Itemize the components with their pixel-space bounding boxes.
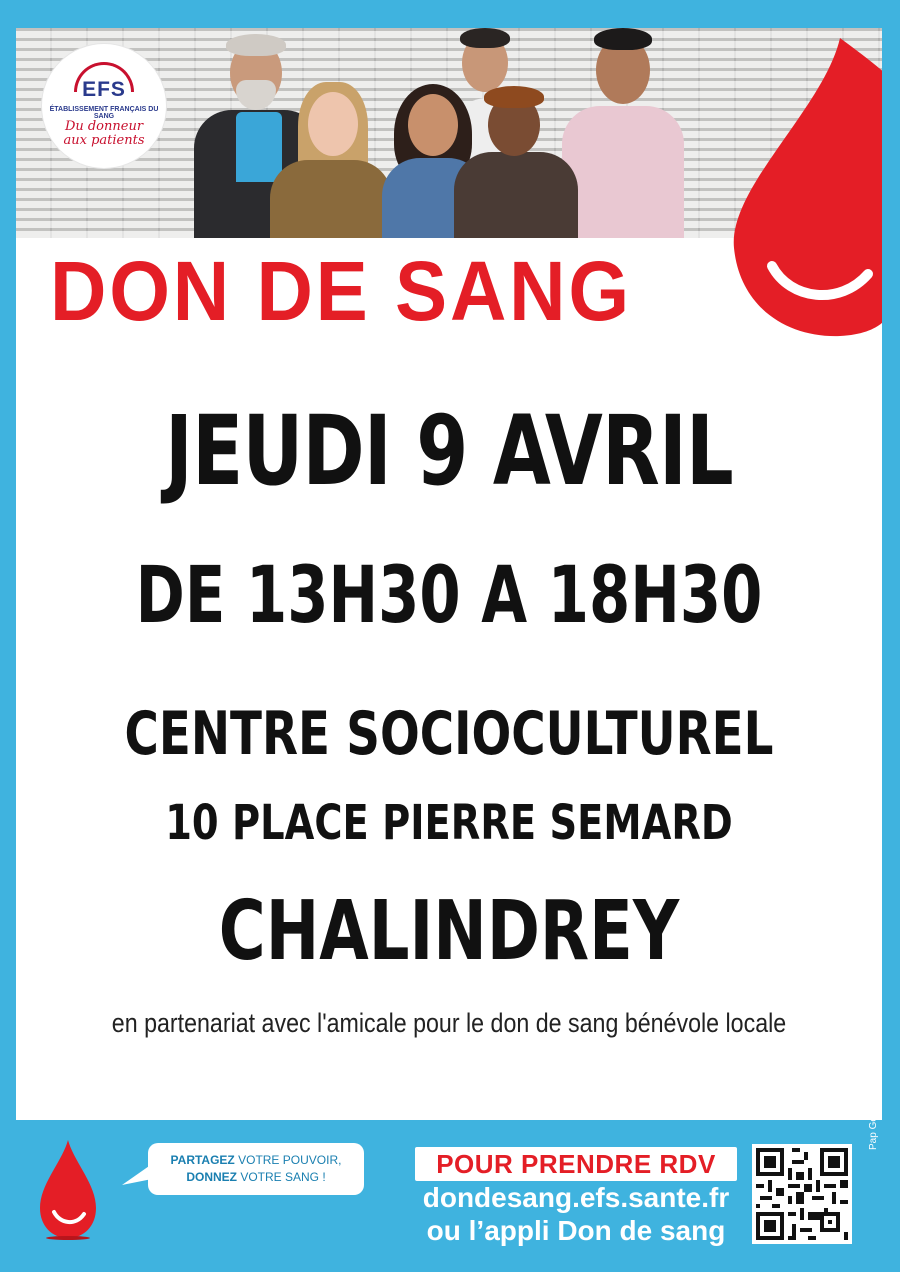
efs-logo-brand: EFS — [82, 78, 126, 101]
poster-body — [16, 28, 882, 1120]
event-venue: CENTRE SOCIOCULTUREL — [124, 699, 774, 769]
efs-logo-tagline-line-2: aux patients — [63, 133, 145, 148]
print-reference-note: Pap Générique - Aff. A4 Collecte RDV - V2 - Sept 2023 - EFS GEST - Ne pas jeter sur la voie publique — [868, 696, 879, 1150]
qr-code-icon[interactable] — [752, 1144, 852, 1244]
efs-logo-tagline — [42, 120, 166, 148]
event-partnership: en partenariat avec l'amicale pour le don de sang bénévole locale — [111, 1008, 787, 1038]
event-city: CHALINDREY — [218, 884, 680, 979]
slogan-line-1-rest: VOTRE POUVOIR, — [234, 1153, 342, 1167]
slogan-line-1 — [148, 1152, 364, 1168]
event-hours: DE 13H30 A 18H30 — [135, 551, 763, 641]
blood-drop-icon — [728, 38, 882, 338]
person-leather-woman — [448, 28, 584, 238]
slogan-line-1-bold: PARTAGEZ — [170, 1153, 235, 1167]
headline-don-de-sang: DON DE SANG — [50, 244, 632, 338]
slogan-speech-bubble — [148, 1143, 364, 1195]
efs-logo-subtitle: ÉTABLISSEMENT FRANÇAIS DU SANG — [49, 106, 159, 120]
event-street: 10 PLACE PIERRE SEMARD — [165, 795, 733, 851]
slogan-line-2-rest: VOTRE SANG ! — [236, 1170, 326, 1184]
small-blood-drop-icon — [40, 1140, 96, 1240]
rdv-app-mention: ou l’appli Don de sang — [426, 1215, 726, 1246]
slogan-line-2-bold: DONNEZ — [186, 1170, 237, 1184]
qr-code-pattern — [752, 1144, 852, 1244]
rdv-title: POUR PRENDRE RDV — [415, 1147, 737, 1181]
efs-logo — [42, 44, 166, 168]
slogan-line-2 — [148, 1169, 364, 1185]
efs-logo-tagline-line-1: Du donneur — [64, 119, 144, 134]
event-date: JEUDI 9 AVRIL — [165, 395, 733, 507]
rdv-website-link[interactable]: dondesang.efs.sante.fr — [422, 1182, 730, 1213]
